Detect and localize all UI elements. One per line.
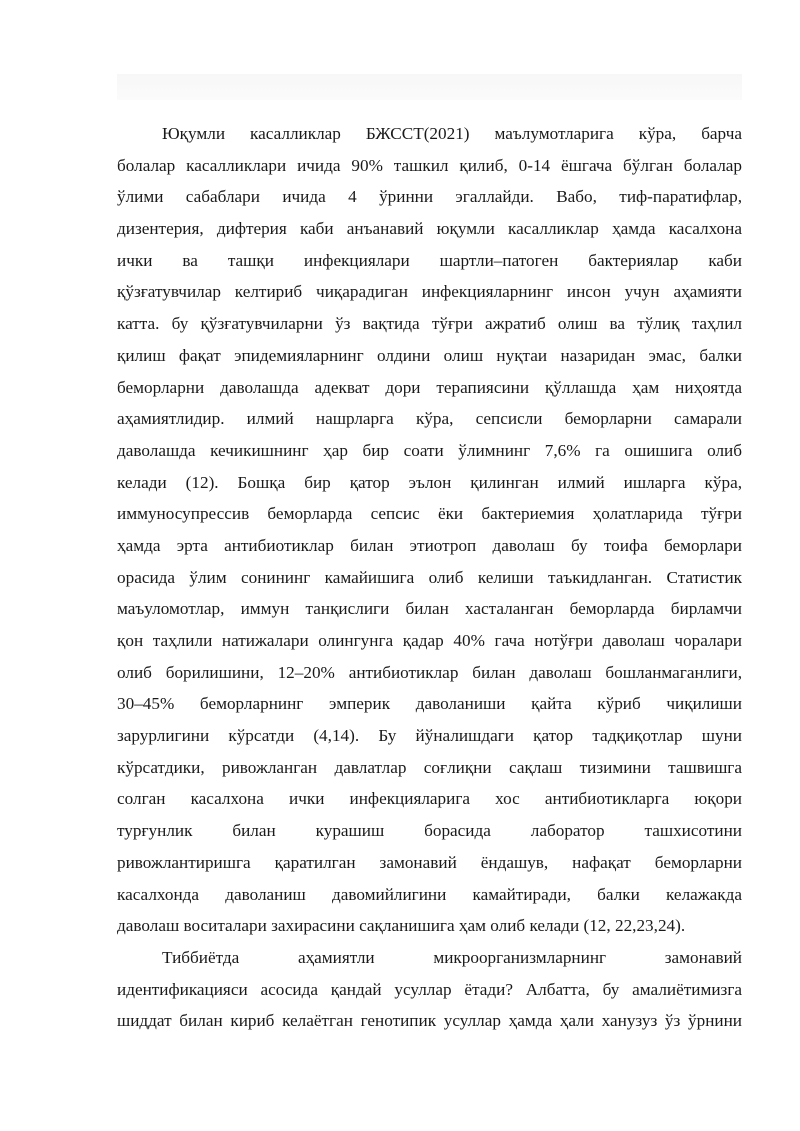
- text-line: аҳамиятлидир. илмий нашрларга кўра, сепсисли беморларни самарали: [117, 409, 742, 429]
- text-line: ички ва ташқи инфекциялари шартли–патоген бактериялар каби: [117, 250, 742, 270]
- text-line: олиб борилишини, 12–20% антибиотиклар билан даволаш бошланмаганлиги,: [117, 662, 742, 682]
- text-line: қилиш фақат эпидемияларнинг олдини олиш нуқтаи назаридан эмас, балки: [117, 345, 742, 365]
- text-line: қўзғатувчилар келтириб чиқарадиган инфекцияларнинг инсон учун аҳамияти: [117, 282, 742, 302]
- text-line: турғунлик билан курашиш борасида лаборатор ташхисотини: [117, 821, 742, 841]
- text-line: қон таҳлили натижалари олингунга қадар 40% гача нотўғри даволаш чоралари: [117, 631, 742, 650]
- text-line: даволаш воситалари захирасини сақланишига ҳам олиб келади (12, 22,23,24).: [117, 916, 686, 936]
- text-line: солган касалхона ички инфекцияларига хос антибиотикларга юқори: [117, 789, 742, 809]
- text-line: беморларни даволашда адекват дори терапиясини қўллашда ҳам ниҳоятда: [117, 377, 742, 397]
- text-line: касалхонда даволаниш давомийлигини камайтиради, балки келажакда: [117, 884, 742, 904]
- page-header-area: [117, 74, 742, 100]
- text-line: иммуносупрессив беморларда сепсис ёки бактериемия ҳолатларида тўғри: [117, 504, 742, 524]
- paragraph: [117, 118, 742, 942]
- paragraph: [117, 942, 742, 1037]
- text-line: шиддат билан кириб келаётган генотипик усуллар ҳамда ҳали ханузуз ўз ўрнини: [117, 1011, 742, 1031]
- text-line: келади (12). Бошқа бир қатор эълон қилинган илмий ишларга кўра,: [117, 472, 742, 492]
- text-line: Тиббиётда аҳамиятли микроорганизмларнинг замонавий: [162, 947, 742, 967]
- text-line: идентификацияси асосида қандай усуллар ётади? Албатта, бу амалиётимизга: [117, 979, 742, 999]
- text-line: ривожлантиришга қаратилган замонавий ёндашув, нафақат беморларни: [117, 852, 742, 872]
- text-line: ҳамда эрта антибиотиклар билан этиотроп даволаш бу тоифа беморлари: [117, 535, 742, 555]
- text-line: маъуломотлар, иммун танқислиги билан хасталанган беморларда бирламчи: [117, 599, 742, 619]
- text-line: катта. бу қўзғатувчиларни ўз вақтида тўғри ажратиб олиш ва тўлиқ таҳлил: [117, 314, 742, 334]
- text-line: даволашда кечикишнинг ҳар бир соати ўлимнинг 7,6% га ошишига олиб: [117, 440, 742, 460]
- text-line: 30–45% беморларнинг эмперик даволаниши қайта кўриб чиқилиши: [117, 694, 742, 714]
- text-line: орасида ўлим сонининг камайишига олиб келиши таъкидланган. Статистик: [117, 567, 742, 587]
- text-line: дизентерия, дифтерия каби анъанавий юқумли касалликлар ҳамда касалхона: [117, 219, 742, 239]
- text-line: Юқумли касалликлар БЖССТ(2021) маълумотларига кўра, барча: [162, 124, 742, 143]
- document-body: [117, 118, 742, 1037]
- text-line: болалар касалликлари ичида 90% ташкил қилиб, 0-14 ёшгача бўлган болалар: [117, 155, 742, 175]
- text-line: зарурлигини кўрсатди (4,14). Бу йўналишдаги қатор тадқиқотлар шуни: [117, 726, 742, 746]
- text-line: ўлими сабаблари ичида 4 ўринни эгаллайди. Вабо, тиф-паратифлар,: [117, 187, 742, 207]
- text-line: кўрсатдики, ривожланган давлатлар соғлиқни сақлаш тизимини ташвишга: [117, 757, 742, 777]
